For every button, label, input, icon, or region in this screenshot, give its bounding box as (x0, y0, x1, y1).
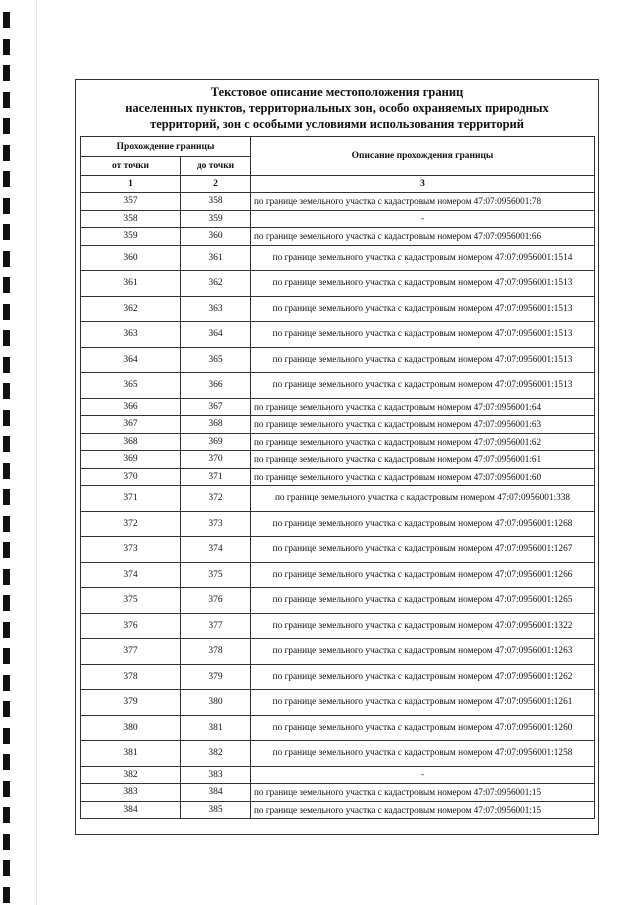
binding-hole (3, 754, 10, 770)
header-passage: Прохождение границы (81, 137, 251, 157)
to-point-cell: 366 (181, 373, 251, 399)
title-line-3: территорий, зон с особыми условиями использования территорий (150, 117, 524, 131)
from-point-cell: 377 (81, 639, 181, 665)
table-body (81, 193, 595, 819)
description-cell: по границе земельного участка с кадастровым номером 47:07:0956001:64 (251, 398, 595, 416)
from-point-cell: 360 (81, 245, 181, 271)
to-point-cell: 358 (181, 193, 251, 211)
description-cell: по границе земельного участка с кадастровым номером 47:07:0956001:1258 (251, 741, 595, 767)
table-row (81, 784, 595, 802)
description-cell: по границе земельного участка с кадастровым номером 47:07:0956001:1262 (251, 664, 595, 690)
from-point-cell: 369 (81, 451, 181, 469)
table-row (81, 228, 595, 246)
table-row (81, 451, 595, 469)
table-row (81, 690, 595, 716)
column-number-1: 1 (81, 176, 181, 193)
from-point-cell: 372 (81, 511, 181, 537)
to-point-cell: 361 (181, 245, 251, 271)
description-cell: по границе земельного участка с кадастровым номером 47:07:0956001:1513 (251, 347, 595, 373)
document-title (76, 84, 598, 132)
to-point-cell: 362 (181, 271, 251, 297)
from-point-cell: 381 (81, 741, 181, 767)
description-cell: по границе земельного участка с кадастровым номером 47:07:0956001:63 (251, 416, 595, 434)
binding-hole (3, 834, 10, 850)
from-point-cell: 361 (81, 271, 181, 297)
binding-hole (3, 489, 10, 505)
from-point-cell: 370 (81, 468, 181, 486)
binding-hole (3, 251, 10, 267)
binding-hole (3, 304, 10, 320)
description-cell: по границе земельного участка с кадастровым номером 47:07:0956001:61 (251, 451, 595, 469)
description-cell: по границе земельного участка с кадастровым номером 47:07:0956001:1513 (251, 322, 595, 348)
table-row (81, 588, 595, 614)
from-point-cell: 378 (81, 664, 181, 690)
table-row (81, 416, 595, 434)
binding-holes (0, 0, 16, 905)
header-description: Описание прохождения границы (251, 137, 595, 176)
description-cell: по границе земельного участка с кадастровым номером 47:07:0956001:1513 (251, 271, 595, 297)
to-point-cell: 385 (181, 801, 251, 819)
to-point-cell: 374 (181, 537, 251, 563)
to-point-cell: 377 (181, 613, 251, 639)
binding-hole (3, 92, 10, 108)
binding-hole (3, 807, 10, 823)
from-point-cell: 367 (81, 416, 181, 434)
description-cell: по границе земельного участка с кадастровым номером 47:07:0956001:1260 (251, 715, 595, 741)
to-point-cell: 359 (181, 210, 251, 228)
description-cell: по границе земельного участка с кадастровым номером 47:07:0956001:1514 (251, 245, 595, 271)
to-point-cell: 364 (181, 322, 251, 348)
binding-hole (3, 436, 10, 452)
description-cell: - (251, 766, 595, 784)
header-from: от точки (81, 157, 181, 176)
to-point-cell: 369 (181, 433, 251, 451)
table-row (81, 766, 595, 784)
from-point-cell: 363 (81, 322, 181, 348)
binding-hole (3, 595, 10, 611)
binding-hole (3, 542, 10, 558)
from-point-cell: 362 (81, 296, 181, 322)
from-point-cell: 383 (81, 784, 181, 802)
table-row (81, 210, 595, 228)
to-point-cell: 372 (181, 486, 251, 512)
from-point-cell: 379 (81, 690, 181, 716)
description-cell: по границе земельного участка с кадастровым номером 47:07:0956001:1261 (251, 690, 595, 716)
from-point-cell: 380 (81, 715, 181, 741)
to-point-cell: 382 (181, 741, 251, 767)
description-cell: - (251, 210, 595, 228)
to-point-cell: 379 (181, 664, 251, 690)
to-point-cell: 376 (181, 588, 251, 614)
binding-hole (3, 887, 10, 903)
to-point-cell: 384 (181, 784, 251, 802)
table-row (81, 664, 595, 690)
to-point-cell: 373 (181, 511, 251, 537)
table-row (81, 433, 595, 451)
to-point-cell: 380 (181, 690, 251, 716)
description-cell: по границе земельного участка с кадастровым номером 47:07:0956001:338 (251, 486, 595, 512)
binding-hole (3, 39, 10, 55)
column-number-3: 3 (251, 176, 595, 193)
description-cell: по границе земельного участка с кадастровым номером 47:07:0956001:62 (251, 433, 595, 451)
description-cell: по границе земельного участка с кадастровым номером 47:07:0956001:15 (251, 784, 595, 802)
description-cell: по границе земельного участка с кадастровым номером 47:07:0956001:60 (251, 468, 595, 486)
from-point-cell: 382 (81, 766, 181, 784)
to-point-cell: 367 (181, 398, 251, 416)
table-row (81, 801, 595, 819)
to-point-cell: 378 (181, 639, 251, 665)
table-row (81, 373, 595, 399)
binding-hole (3, 224, 10, 240)
binding-hole (3, 330, 10, 346)
from-point-cell: 365 (81, 373, 181, 399)
binding-hole (3, 463, 10, 479)
description-cell: по границе земельного участка с кадастровым номером 47:07:0956001:66 (251, 228, 595, 246)
table-row (81, 562, 595, 588)
binding-hole (3, 410, 10, 426)
table-row (81, 715, 595, 741)
description-cell: по границе земельного участка с кадастровым номером 47:07:0956001:1265 (251, 588, 595, 614)
binding-hole (3, 648, 10, 664)
from-point-cell: 375 (81, 588, 181, 614)
binding-hole (3, 383, 10, 399)
binding-hole (3, 728, 10, 744)
binding-hole (3, 781, 10, 797)
from-point-cell: 359 (81, 228, 181, 246)
title-line-1: Текстовое описание местоположения границ (210, 85, 464, 99)
document-frame (75, 79, 599, 835)
binding-hole (3, 277, 10, 293)
from-point-cell: 373 (81, 537, 181, 563)
table-row (81, 468, 595, 486)
from-point-cell: 366 (81, 398, 181, 416)
table-row (81, 639, 595, 665)
description-cell: по границе земельного участка с кадастровым номером 47:07:0956001:78 (251, 193, 595, 211)
from-point-cell: 364 (81, 347, 181, 373)
binding-hole (3, 198, 10, 214)
binding-hole (3, 171, 10, 187)
page-fold-line (36, 0, 37, 905)
binding-hole (3, 701, 10, 717)
to-point-cell: 360 (181, 228, 251, 246)
description-cell: по границе земельного участка с кадастровым номером 47:07:0956001:1268 (251, 511, 595, 537)
binding-hole (3, 675, 10, 691)
from-point-cell: 384 (81, 801, 181, 819)
binding-hole (3, 118, 10, 134)
description-cell: по границе земельного участка с кадастровым номером 47:07:0956001:1267 (251, 537, 595, 563)
from-point-cell: 358 (81, 210, 181, 228)
description-cell: по границе земельного участка с кадастровым номером 47:07:0956001:15 (251, 801, 595, 819)
table-row (81, 741, 595, 767)
description-cell: по границе земельного участка с кадастровым номером 47:07:0956001:1266 (251, 562, 595, 588)
binding-hole (3, 516, 10, 532)
column-number-2: 2 (181, 176, 251, 193)
table-row (81, 296, 595, 322)
table-row (81, 347, 595, 373)
table-row (81, 398, 595, 416)
binding-hole (3, 65, 10, 81)
from-point-cell: 357 (81, 193, 181, 211)
from-point-cell: 371 (81, 486, 181, 512)
binding-hole (3, 357, 10, 373)
binding-hole (3, 12, 10, 28)
description-cell: по границе земельного участка с кадастровым номером 47:07:0956001:1513 (251, 373, 595, 399)
binding-hole (3, 145, 10, 161)
table-row (81, 322, 595, 348)
boundary-table (80, 136, 595, 819)
description-cell: по границе земельного участка с кадастровым номером 47:07:0956001:1263 (251, 639, 595, 665)
from-point-cell: 368 (81, 433, 181, 451)
binding-hole (3, 622, 10, 638)
table-row (81, 511, 595, 537)
description-cell: по границе земельного участка с кадастровым номером 47:07:0956001:1322 (251, 613, 595, 639)
table-row (81, 193, 595, 211)
to-point-cell: 363 (181, 296, 251, 322)
table-row (81, 245, 595, 271)
to-point-cell: 368 (181, 416, 251, 434)
to-point-cell: 370 (181, 451, 251, 469)
from-point-cell: 374 (81, 562, 181, 588)
to-point-cell: 365 (181, 347, 251, 373)
to-point-cell: 371 (181, 468, 251, 486)
binding-hole (3, 860, 10, 876)
description-cell: по границе земельного участка с кадастровым номером 47:07:0956001:1513 (251, 296, 595, 322)
table-row (81, 271, 595, 297)
from-point-cell: 376 (81, 613, 181, 639)
table-row (81, 486, 595, 512)
table-row (81, 537, 595, 563)
to-point-cell: 383 (181, 766, 251, 784)
header-to: до точки (181, 157, 251, 176)
to-point-cell: 375 (181, 562, 251, 588)
title-line-2: населенных пунктов, территориальных зон, особо охраняемых природных (125, 101, 549, 115)
table-row (81, 613, 595, 639)
binding-hole (3, 569, 10, 585)
to-point-cell: 381 (181, 715, 251, 741)
